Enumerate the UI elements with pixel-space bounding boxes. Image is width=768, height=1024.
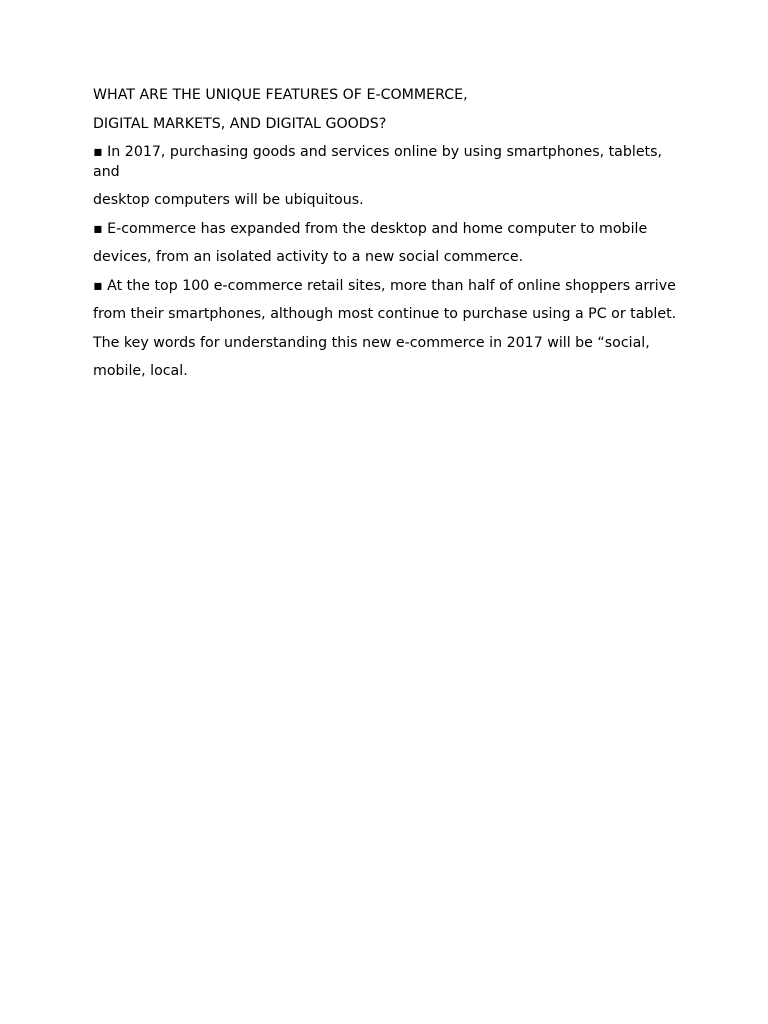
- body-paragraph-2: devices, from an isolated activity to a new social commerce.: [93, 249, 524, 265]
- bullet-paragraph-1: ▪ In 2017, purchasing goods and services online by using smartphones, tablets, and: [93, 144, 663, 180]
- bullet-paragraph-2: ▪ E-commerce has expanded from the desktop and home computer to mobile: [93, 220, 648, 237]
- bullet-paragraph-3: ▪ At the top 100 e-commerce retail sites, more than half of online shoppers arrive: [93, 277, 676, 294]
- heading-line-1: WHAT ARE THE UNIQUE FEATURES OF E-COMMERCE,: [93, 87, 468, 103]
- body-paragraph-3: from their smartphones, although most continue to purchase using a PC or tablet.: [93, 306, 677, 322]
- body-paragraph-5: mobile, local.: [93, 363, 188, 379]
- heading-line-2: DIGITAL MARKETS, AND DIGITAL GOODS?: [93, 115, 387, 132]
- body-paragraph-1: desktop computers will be ubiquitous.: [93, 192, 364, 208]
- body-paragraph-4: The key words for understanding this new e-commerce in 2017 will be “social,: [93, 334, 650, 351]
- document-page: [93, 86, 683, 391]
